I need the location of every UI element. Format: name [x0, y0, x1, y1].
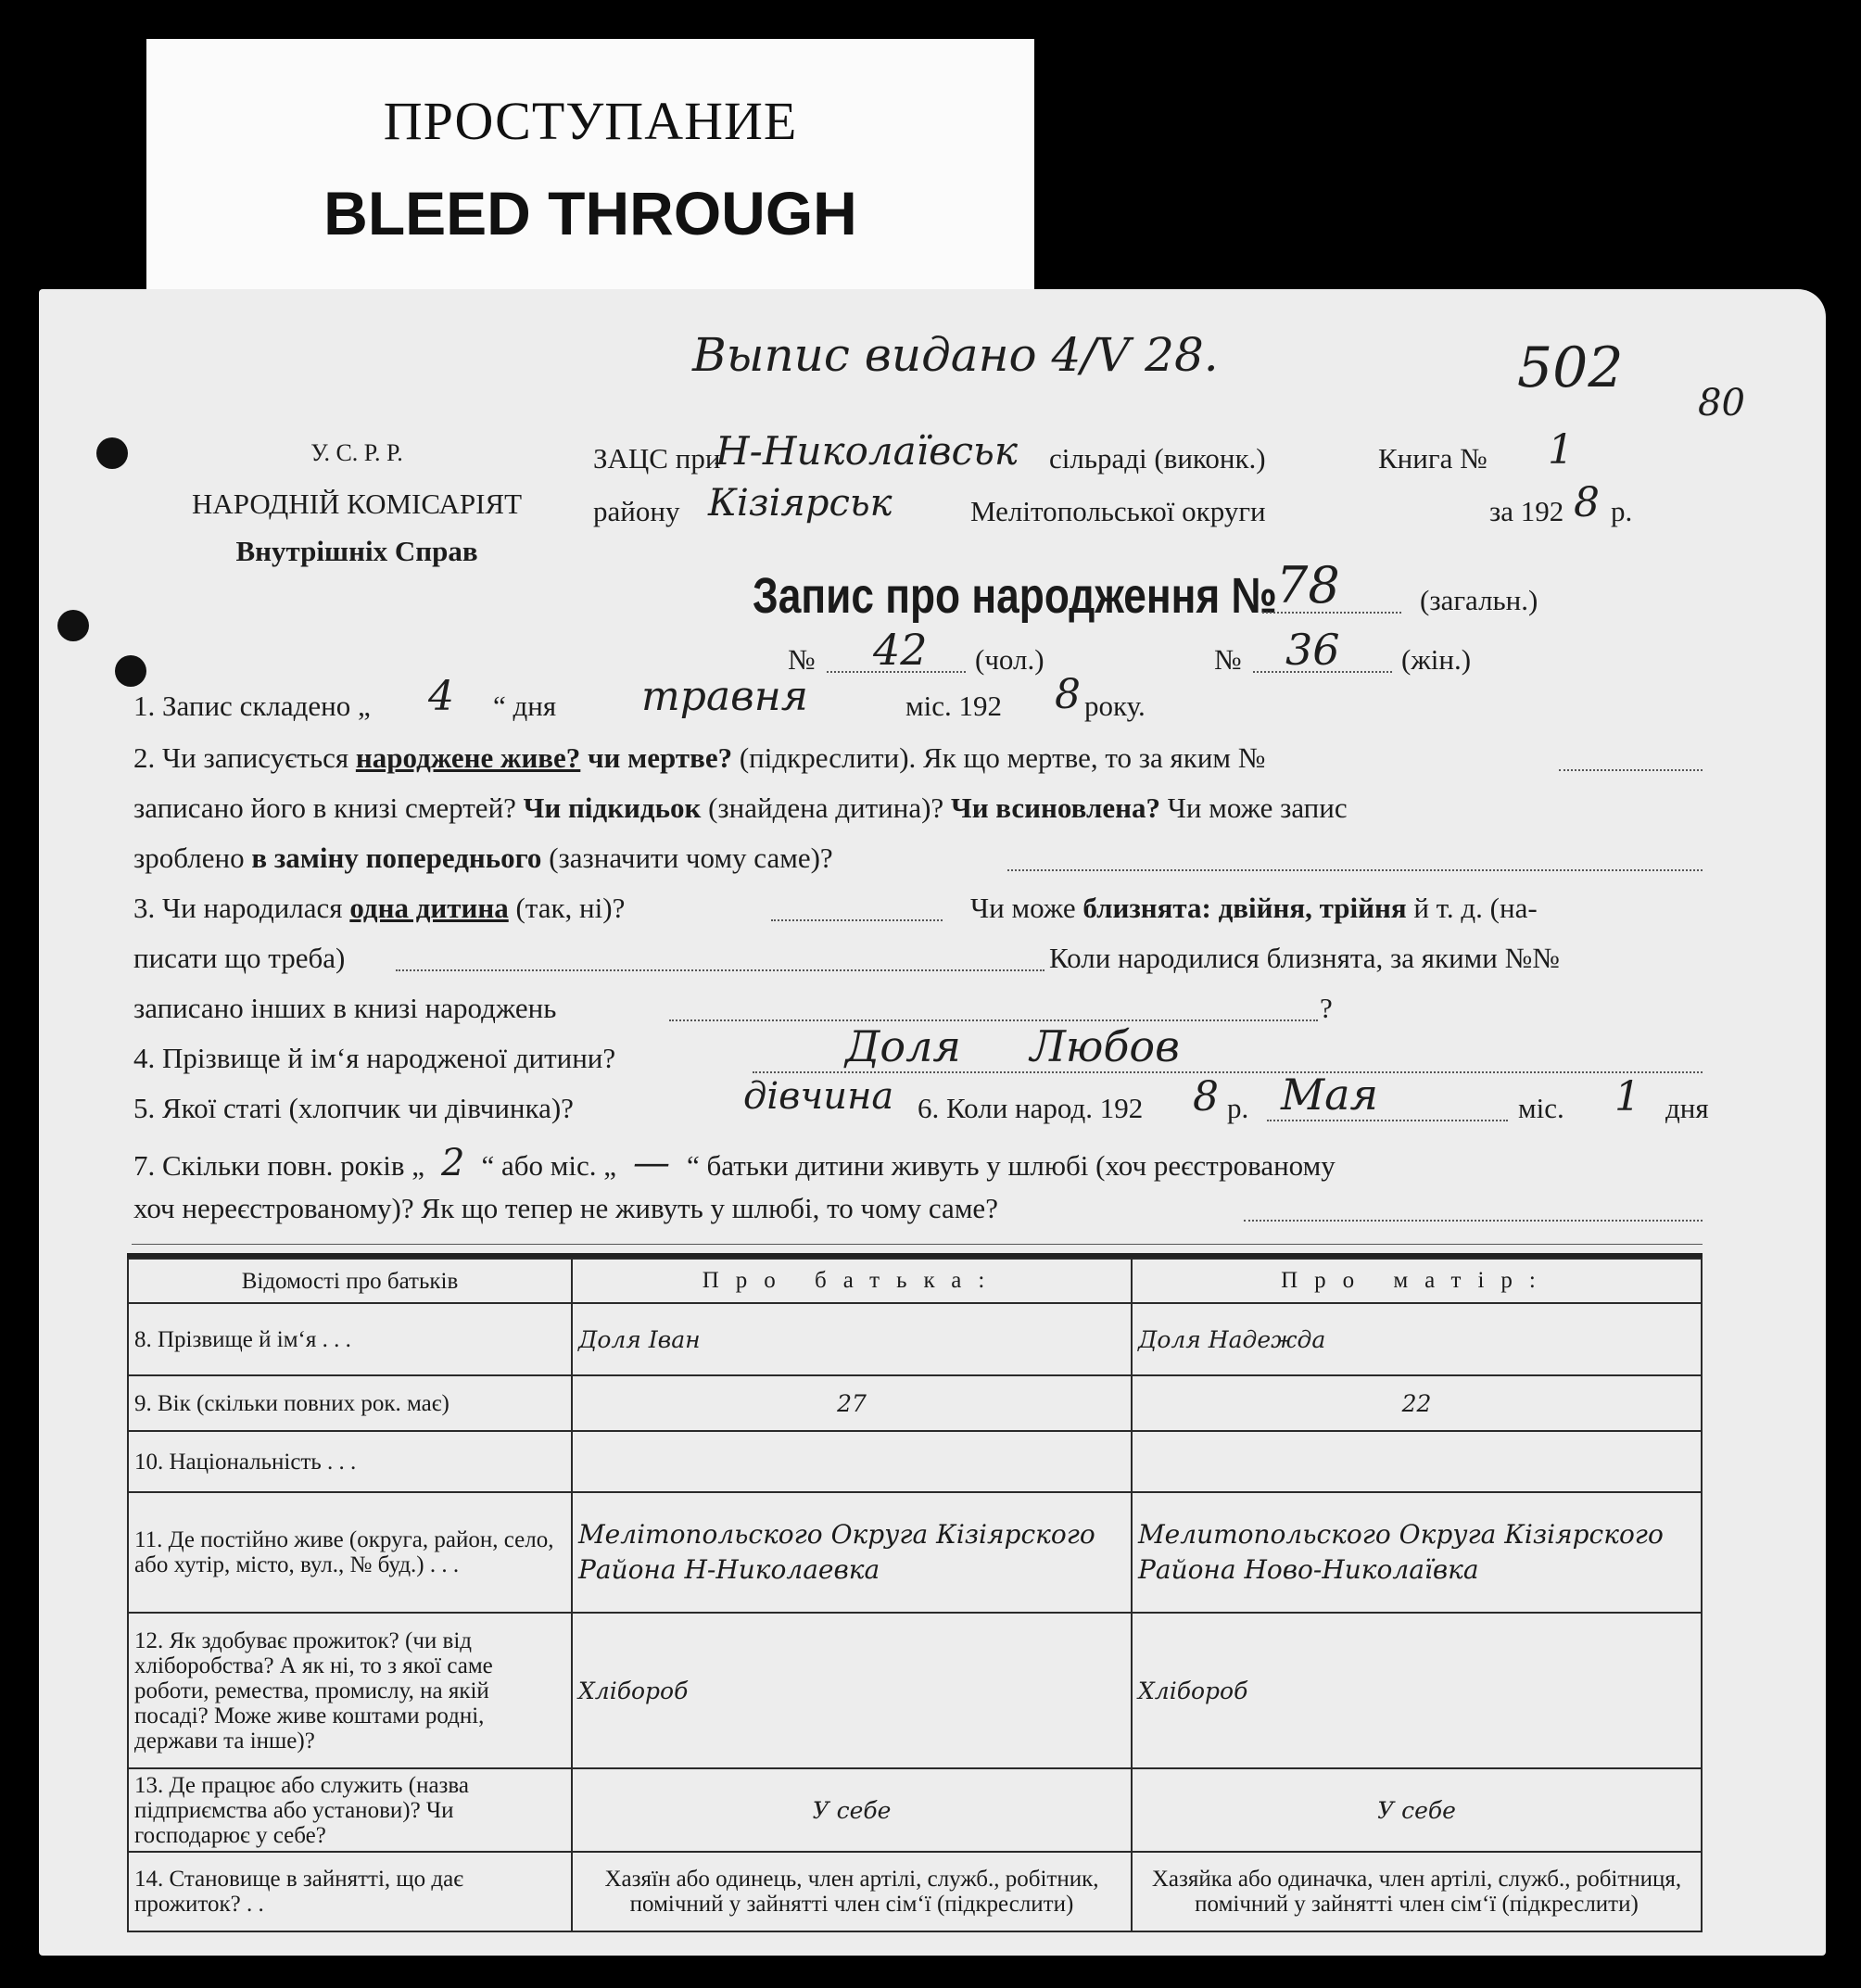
q2-line2 [133, 791, 1348, 825]
mother-occupation: Хлібороб [1132, 1613, 1702, 1768]
q1-year: 8 [1055, 671, 1081, 718]
archive-number-2: 80 [1698, 382, 1745, 424]
female-number-value: 36 [1285, 625, 1340, 675]
father-occupation: Хлібороб [572, 1613, 1132, 1768]
label-english: BLEED THROUGH [323, 179, 857, 247]
zags-prefix: ЗАЦС при [593, 442, 721, 475]
male-number-value: 42 [873, 625, 928, 675]
q3-text: 3. Чи народилася [133, 892, 350, 924]
row-question: 12. Як здобуває прожиток? (чи від хліборобства? А як ні, то з якої саме роботи, ремества, промислу, на якій посаді? Може живе коштами родні, держави та інше)? [128, 1613, 572, 1768]
issued-annotation: Выпис видано 4/V 28. [692, 328, 1219, 382]
female-number-label: № [1214, 643, 1242, 676]
header-info: Відомості про батьків [128, 1259, 572, 1303]
q7-years: 2 [441, 1142, 465, 1184]
mother-age: 22 [1132, 1375, 1702, 1431]
male-number-label: № [788, 643, 816, 676]
zags-value: Н-Николаївськ [715, 428, 1018, 474]
q4-label: 4. Прізвище й ім‘я народженої дитини? [133, 1042, 616, 1074]
q6-label: 6. Коли народ. 192 [918, 1092, 1144, 1124]
q1-suffix2: року. [1084, 690, 1146, 722]
year-value: 8 [1574, 479, 1600, 526]
dotted-line [771, 919, 943, 921]
q6-year: 8 [1193, 1073, 1219, 1121]
q2-dead: чи мертве? [580, 741, 733, 774]
q2-line3 [133, 842, 833, 875]
q3-text-4: й т. д. (на- [1406, 892, 1538, 924]
q6-month: Мая [1281, 1070, 1378, 1120]
q2-text: 2. Чи записується [133, 741, 356, 774]
header-mother: Про матір: [1132, 1259, 1702, 1303]
dotted-line [1559, 769, 1703, 771]
q3-line2a: писати що треба) [133, 942, 346, 974]
q2-alive: народжене живе? [355, 741, 581, 774]
dotted-line [753, 1071, 1703, 1073]
row-question: 14. Становище в зайнятті, що дає прожиток? . . [128, 1852, 572, 1931]
zags-suffix: сільраді (виконк.) [1049, 442, 1266, 475]
district-suffix: Мелітопольської округи [970, 495, 1266, 527]
father-name: Доля Іван [572, 1303, 1132, 1375]
q3-twins: близнята: двійня, трійня [1082, 892, 1407, 924]
q6-mid: р. [1227, 1092, 1249, 1124]
q5-label: 5. Якої статі (хлопчик чи дівчинка)? [133, 1092, 574, 1124]
q4-value: Доля Любов [845, 1021, 1180, 1071]
q7-line1 [133, 1142, 1336, 1184]
q1-prefix: 1. Запис складено „ [133, 690, 371, 722]
dotted-line [1262, 612, 1401, 614]
q3-single: одна дитина [349, 892, 509, 924]
row-question: 8. Прізвище й ім‘я . . . [128, 1303, 572, 1375]
q7-line2: хоч нереєстрованому)? Як що тепер не живуть у шлюбі, то чому саме? [133, 1192, 998, 1224]
mother-employment-status: Хазяйка або одиначка, член артілі, служб., робітниця, помічний у зайнятті член сім‘ї (підкреслити) [1132, 1852, 1702, 1931]
q2-line1 [133, 741, 1265, 775]
dotted-line [132, 1244, 1703, 1245]
year-label: за 192 [1489, 495, 1564, 527]
q6-end: дня [1665, 1092, 1709, 1124]
male-number-suffix: (чол.) [975, 643, 1044, 676]
q2-replacement: в заміну попереднього [251, 842, 542, 874]
q6-mid2: міс. [1518, 1092, 1564, 1124]
archive-number: 502 [1517, 336, 1624, 400]
dotted-line [827, 671, 966, 673]
q1-suffix1: міс. 192 [905, 690, 1002, 722]
mother-name: Доля Надежда [1132, 1303, 1702, 1375]
bleed-through-label [146, 39, 1034, 308]
row-question: 11. Де постійно живе (округа, район, село, або хутір, місто, вул., № буд.) . . . [128, 1492, 572, 1613]
row-question: 10. Національність . . . [128, 1431, 572, 1492]
book-label: Книга № [1378, 442, 1488, 475]
internal-affairs-label: Внутрішніх Справ [235, 535, 478, 567]
row-question: 13. Де працює або служить (назва підприємства або установи)? Чи господарює у себе? [128, 1768, 572, 1852]
q3-line3a: записано інших в книзі народжень [133, 992, 557, 1024]
father-age: 27 [572, 1375, 1132, 1431]
female-number-suffix: (жін.) [1401, 643, 1472, 676]
record-number: 78 [1276, 556, 1340, 614]
q3-line1 [133, 892, 625, 925]
q2-foundling: Чи підкидьок [523, 791, 702, 824]
district-value: Кізіярськ [708, 482, 893, 525]
commissariat-label: НАРОДНІЙ КОМІСАРІЯТ [191, 488, 523, 520]
punch-hole [57, 610, 89, 641]
q3-text-3: Чи може [970, 892, 1083, 924]
q2-text-5: Чи може запис [1159, 791, 1348, 824]
q2-text-7: (зазначити чому саме)? [541, 842, 833, 874]
father-employment-status: Хазяїн або одинець, член артілі, служб., робітник, помічний у зайнятті член сім‘ї (підкреслити) [572, 1852, 1132, 1931]
q2-text-3: записано його в книзі смертей? [133, 791, 524, 824]
q6-day: 1 [1614, 1073, 1640, 1121]
q5-value: дівчина [743, 1075, 894, 1118]
row-question: 9. Вік (скільки повних рок. має) [128, 1375, 572, 1431]
dotted-line [1253, 671, 1392, 673]
q1-mid: “ дня [493, 690, 557, 722]
q3-line3b: ? [1320, 992, 1333, 1024]
q1-day: 4 [428, 673, 454, 720]
q2-adopted: Чи всиновлена? [950, 791, 1160, 824]
dotted-line [1007, 869, 1703, 871]
book-value: 1 [1548, 426, 1574, 474]
mother-residence: Мелитопольского Округа Кізіярского Района Ново-Николаївка [1132, 1492, 1702, 1613]
q2-text-4: (знайдена дитина)? [701, 791, 951, 824]
q2-text-2: (підкреслити). Як що мертве, то за яким № [732, 741, 1266, 774]
q7-text-3: “ батьки дитини живуть у шлюбі (хоч реєстрованому [687, 1149, 1336, 1182]
father-residence: Мелітопольского Округа Кізіярского Района Н-Николаевка [572, 1492, 1132, 1613]
punch-hole [115, 655, 146, 687]
q3-text-2: (так, ні)? [508, 892, 626, 924]
punch-hole [96, 437, 128, 469]
general-label: (загальн.) [1420, 584, 1538, 616]
q2-text-6: зроблено [133, 842, 252, 874]
label-russian: ПРОСТУПАНИЕ [383, 91, 798, 151]
page-title: Запис про народження № [753, 568, 1277, 624]
q7-text: 7. Скільки повн. років „ [133, 1149, 424, 1182]
q3-line1-right [970, 892, 1538, 925]
dotted-line [396, 969, 1044, 971]
q7-months: — [633, 1142, 670, 1184]
district-prefix: району [593, 495, 680, 527]
header-father: Про батька: [572, 1259, 1132, 1303]
birth-record-document [39, 289, 1826, 1956]
q1-month: травня [641, 673, 808, 720]
q7-text-2: “ або міс. „ [481, 1149, 616, 1182]
year-suffix: р. [1611, 495, 1633, 527]
dotted-line [1244, 1220, 1703, 1222]
q3-line2b: Коли народилися близнята, за якими №№ [1049, 942, 1560, 974]
mother-workplace: У себе [1132, 1768, 1702, 1852]
dotted-line [1267, 1120, 1508, 1121]
father-workplace: У себе [572, 1768, 1132, 1852]
ussr-label: У. С. Р. Р. [310, 439, 403, 466]
